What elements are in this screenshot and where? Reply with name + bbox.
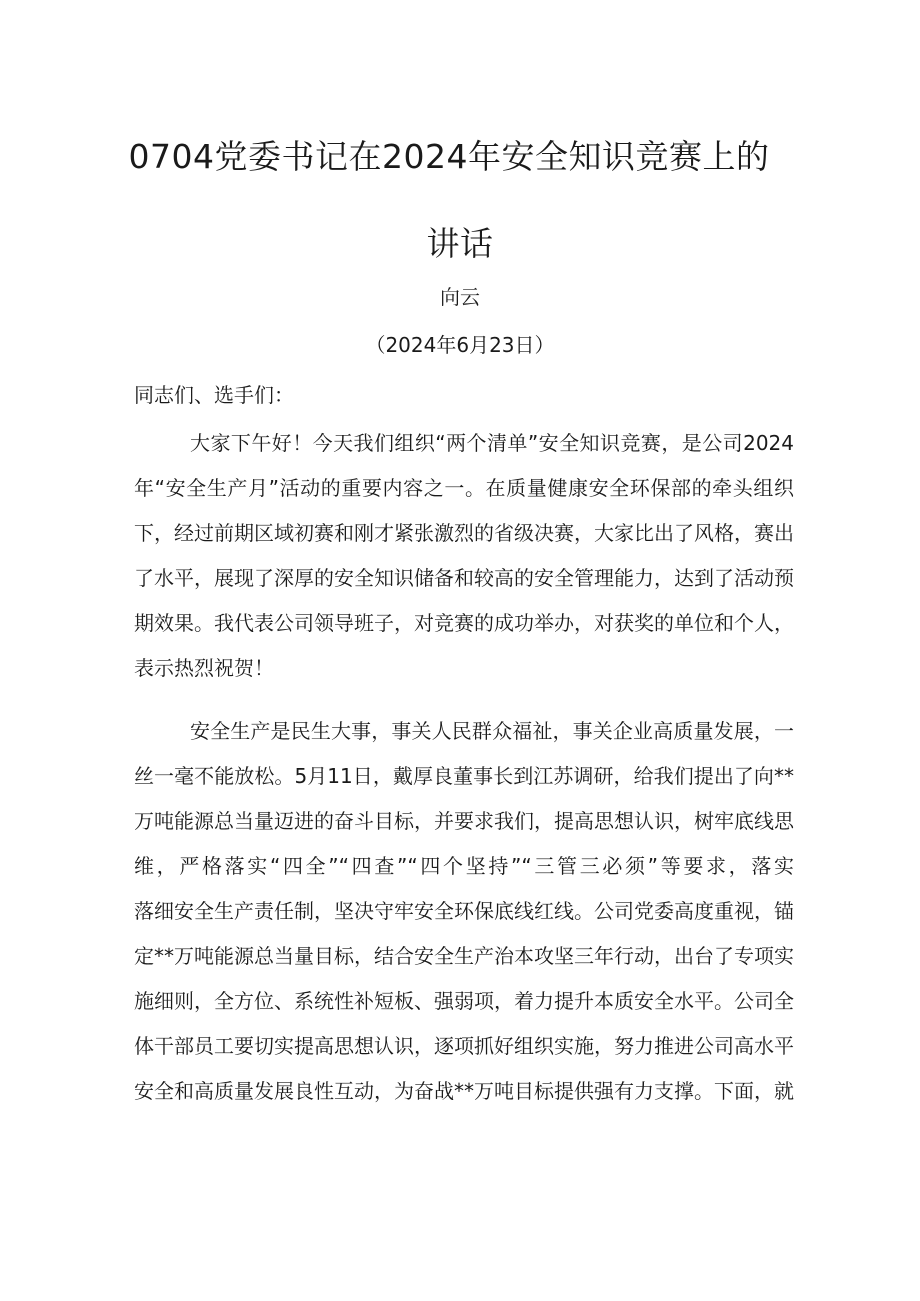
paragraph-line: 大家下午好！今天我们组织“两个清单”安全知识竞赛，是公司2024 <box>190 431 794 455</box>
paragraph-line: 安全生产是民生大事，事关人民群众福祉，事关企业高质量发展，一 <box>190 719 794 743</box>
paragraph-line: 年“安全生产月”活动的重要内容之一。在质量健康安全环保部的牵头组织 <box>134 476 794 500</box>
paragraph-line: 落细安全生产责任制，坚决守牢安全环保底线红线。公司党委高度重视，锚 <box>134 899 794 923</box>
paragraph-line: 定**万吨能源总当量目标，结合安全生产治本攻坚三年行动，出台了专项实 <box>134 944 794 968</box>
paragraph-line: 万吨能源总当量迈进的奋斗目标，并要求我们，提高思想认识，树牢底线思 <box>134 809 794 833</box>
paragraph-line: 体干部员工要切实提高思想认识，逐项抓好组织实施，努力推进公司高水平 <box>134 1034 794 1058</box>
paragraph-line: 了水平，展现了深厚的安全知识储备和较高的安全管理能力，达到了活动预 <box>134 566 794 590</box>
document-title-line-1: 0704党委书记在2024年安全知识竞赛上的 <box>128 137 770 176</box>
paragraph-line: 安全和高质量发展良性互动，为奋战**万吨目标提供强有力支撑。下面，就 <box>134 1079 794 1103</box>
paragraph-line: 期效果。我代表公司领导班子，对竞赛的成功举办，对获奖的单位和个人， <box>134 611 794 635</box>
paragraph-line: 丝一毫不能放松。5月11日，戴厚良董事长到江苏调研，给我们提出了向** <box>134 764 794 788</box>
author-name: 向云 <box>440 285 480 309</box>
document-title-line-2: 讲话 <box>426 224 494 263</box>
paragraph-2 <box>134 709 794 1114</box>
paragraph-line: 下，经过前期区域初赛和刚才紧张激烈的省级决赛，大家比出了风格，赛出 <box>134 521 794 545</box>
speech-date: （2024年6月23日） <box>365 333 555 357</box>
paragraph-1 <box>134 421 794 691</box>
paragraph-line: 施细则，全方位、系统性补短板、强弱项，着力提升本质安全水平。公司全 <box>134 989 794 1013</box>
salutation: 同志们、选手们： <box>134 383 294 407</box>
paragraph-line: 维，严格落实“四全”“四查”“四个坚持”“三管三必须”等要求，落实 <box>134 854 794 878</box>
paragraph-line: 表示热烈祝贺！ <box>134 656 274 680</box>
